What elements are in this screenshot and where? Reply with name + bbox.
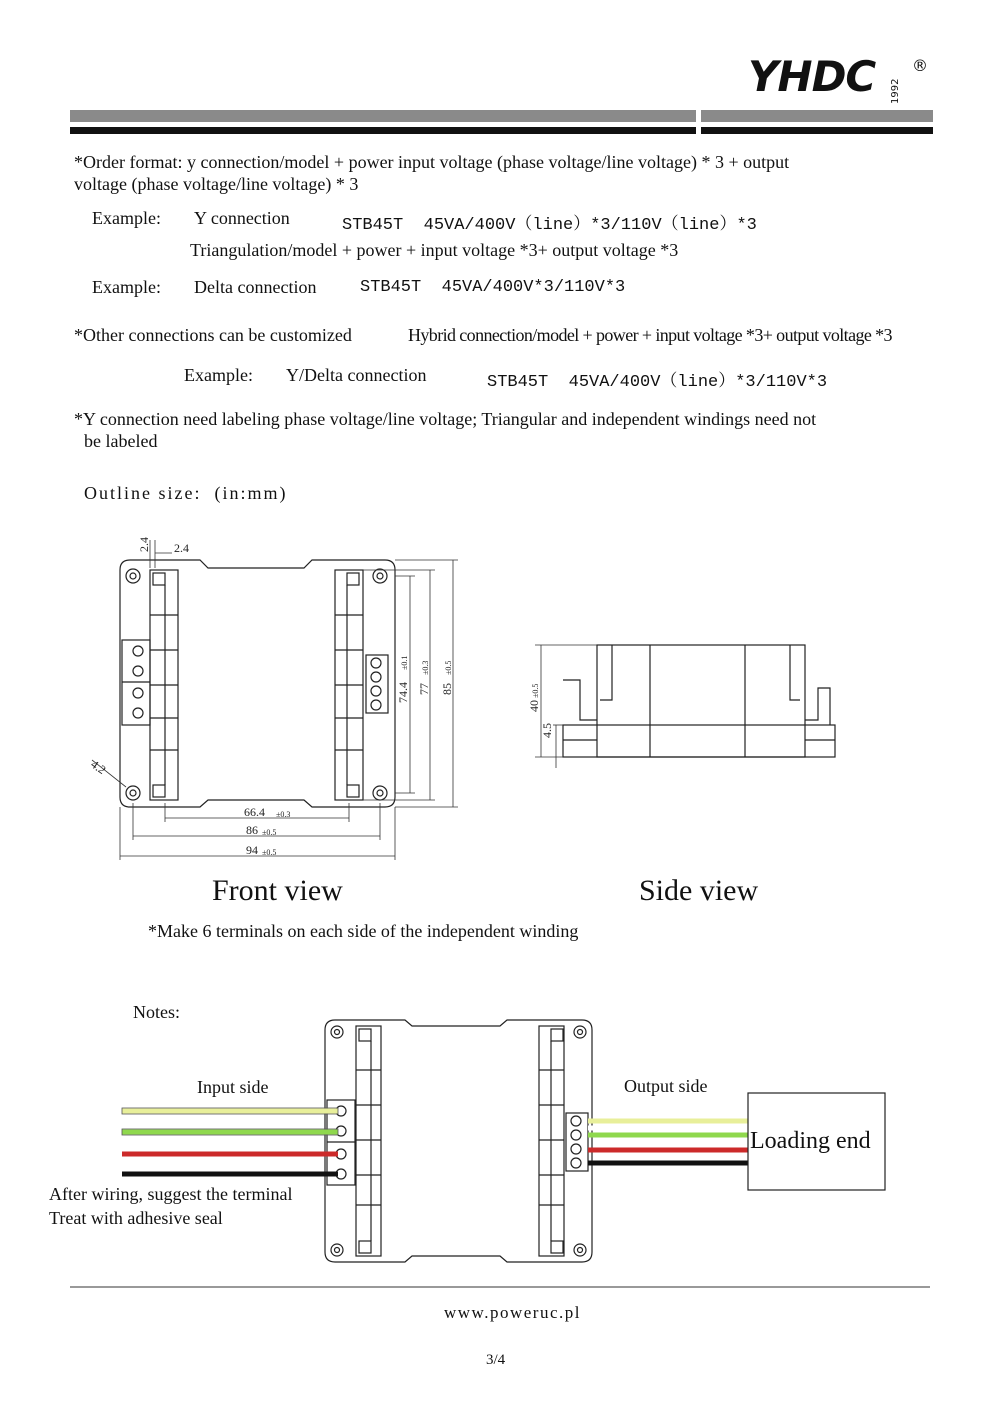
- example1-name: Y connection: [194, 208, 290, 228]
- wiring-transformer-drawing: [325, 1020, 592, 1262]
- output-side-label: Output side: [624, 1076, 708, 1096]
- order-format-line2: voltage (phase voltage/line voltage) * 3: [74, 174, 359, 194]
- front-view-label: Front view: [212, 874, 343, 907]
- dim-74-4-tol: ±0.1: [400, 655, 409, 670]
- dim-85: 85: [440, 683, 454, 695]
- dim-66-4: 66.4: [244, 805, 265, 819]
- side-dim-4-5: 4.5: [540, 723, 554, 738]
- dim-74-4: 74.4: [396, 682, 410, 703]
- example1-code: STB45T 45VA/400V（line）*3/110V（line）*3: [342, 216, 757, 235]
- other-connections: *Other connections can be customized: [74, 325, 352, 345]
- side-dim-40: 40: [527, 700, 541, 712]
- order-format-line1: *Order format: y connection/model + power input voltage (phase voltage/line voltage) * 3 + output: [74, 152, 790, 172]
- registered-mark: ®: [912, 56, 928, 75]
- dim-94: 94: [246, 843, 258, 857]
- dim-86: 86: [246, 823, 258, 837]
- logo-year: 1992: [890, 78, 901, 104]
- dim-2-4-horizontal: 2.4: [174, 541, 189, 555]
- adhesive-seal-note: Treat with adhesive seal: [49, 1208, 223, 1228]
- hybrid-format: Hybrid connection/model + power + input voltage *3+ output voltage *3: [408, 325, 892, 345]
- side-view-drawing: [563, 645, 835, 757]
- page-number: 3/4: [486, 1352, 506, 1368]
- side-view-label: Side view: [639, 874, 759, 907]
- dim-66-4-tol: ±0.3: [276, 810, 291, 819]
- example3-code: STB45T 45VA/400V（line）*3/110V*3: [487, 373, 828, 392]
- output-wires: [588, 1121, 748, 1163]
- example3-name: Y/Delta connection: [286, 365, 427, 385]
- dim-86-tol: ±0.5: [262, 828, 277, 837]
- dim-77: 77: [417, 683, 431, 695]
- dim-77-tol: ±0.3: [421, 660, 430, 675]
- example3-label: Example:: [184, 365, 253, 385]
- after-wiring-note: After wiring, suggest the terminal: [49, 1184, 293, 1204]
- notes-label: Notes:: [133, 1002, 180, 1022]
- input-side-label: Input side: [197, 1077, 269, 1097]
- dim-94-tol: ±0.5: [262, 848, 277, 857]
- dim-4-2: 4.2: [88, 756, 109, 778]
- dim-85-tol: ±0.5: [444, 660, 453, 675]
- company-logo: YHDC: [748, 52, 876, 101]
- example2-name: Delta connection: [194, 277, 317, 297]
- labeling-note-line2: be labeled: [84, 431, 158, 451]
- outline-title: Outline size: (in:mm): [84, 483, 288, 503]
- example2-label: Example:: [92, 277, 161, 297]
- dim-2-4-vertical: 2.4: [137, 537, 151, 552]
- labeling-note-line1: *Y connection need labeling phase voltage/line voltage; Triangular and independent windings need not: [74, 409, 817, 429]
- example1-label: Example:: [92, 208, 161, 228]
- input-wires: [122, 1111, 338, 1174]
- footer-url[interactable]: www.poweruc.pl: [444, 1303, 581, 1322]
- example2-code: STB45T 45VA/400V*3/110V*3: [360, 278, 626, 297]
- side-dim-40-tol: ±0.5: [531, 683, 540, 698]
- terminals-note: *Make 6 terminals on each side of the independent winding: [148, 921, 579, 941]
- triangulation-format: Triangulation/model + power + input voltage *3+ output voltage *3: [190, 240, 679, 260]
- loading-end-label: Loading end: [750, 1128, 871, 1154]
